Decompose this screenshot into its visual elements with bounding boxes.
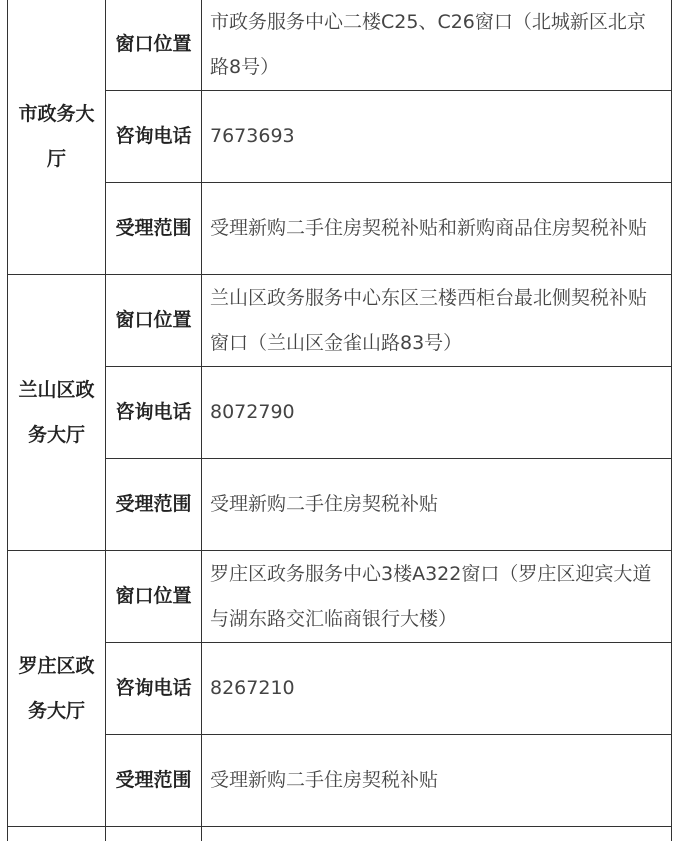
- row-label-window: 窗口位置: [106, 0, 202, 91]
- partial-cell: [8, 827, 106, 841]
- service-hall-table: [7, 0, 671, 841]
- hall-name-cell: 兰山区政务大厅: [8, 275, 106, 551]
- table-row: [8, 275, 672, 367]
- row-label-scope: 受理范围: [106, 183, 202, 275]
- table-row: [8, 459, 672, 551]
- table-row-partial: [8, 827, 672, 841]
- partial-cell: [202, 827, 672, 841]
- table-row: [8, 0, 672, 91]
- row-value-phone: 7673693: [202, 91, 672, 183]
- row-label-scope: 受理范围: [106, 459, 202, 551]
- hall-name-cell: 市政务大厅: [8, 0, 106, 275]
- row-value-phone: 8267210: [202, 643, 672, 735]
- hall-info-table: [7, 0, 672, 841]
- table-row: [8, 643, 672, 735]
- table-row: [8, 367, 672, 459]
- hall-name-cell: 罗庄区政务大厅: [8, 551, 106, 827]
- row-value-phone: 8072790: [202, 367, 672, 459]
- row-label-window: 窗口位置: [106, 275, 202, 367]
- row-value-window: 兰山区政务服务中心东区三楼西柜台最北侧契税补贴窗口（兰山区金雀山路83号）: [202, 275, 672, 367]
- row-value-window: 市政务服务中心二楼C25、C26窗口（北城新区北京路8号）: [202, 0, 672, 91]
- table-row: [8, 183, 672, 275]
- row-value-scope: 受理新购二手住房契税补贴: [202, 735, 672, 827]
- row-label-window: 窗口位置: [106, 551, 202, 643]
- row-label-phone: 咨询电话: [106, 643, 202, 735]
- table-row: [8, 735, 672, 827]
- partial-cell: [106, 827, 202, 841]
- row-value-scope: 受理新购二手住房契税补贴和新购商品住房契税补贴: [202, 183, 672, 275]
- row-label-phone: 咨询电话: [106, 91, 202, 183]
- table-row: [8, 91, 672, 183]
- table-row: [8, 551, 672, 643]
- row-value-scope: 受理新购二手住房契税补贴: [202, 459, 672, 551]
- row-label-phone: 咨询电话: [106, 367, 202, 459]
- row-value-window: 罗庄区政务服务中心3楼A322窗口（罗庄区迎宾大道与湖东路交汇临商银行大楼）: [202, 551, 672, 643]
- row-label-scope: 受理范围: [106, 735, 202, 827]
